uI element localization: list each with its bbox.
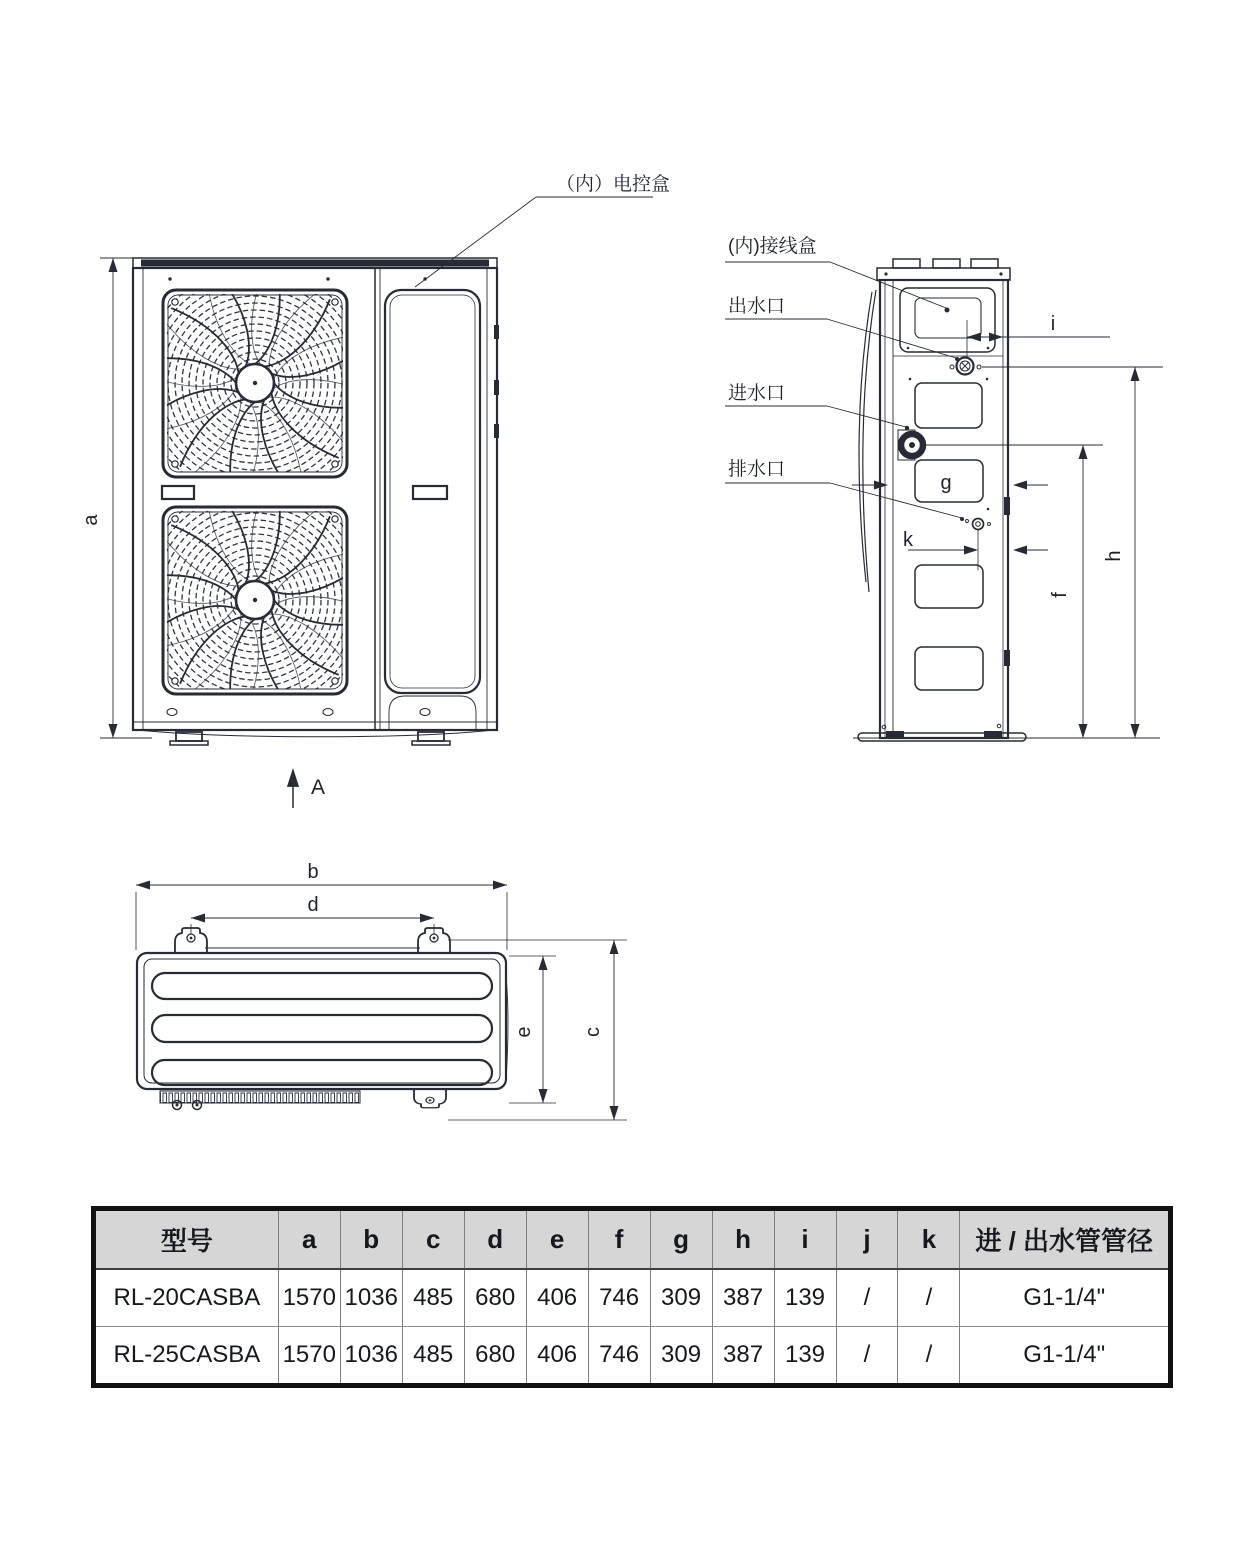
header-g: g — [650, 1211, 712, 1269]
top-cap — [141, 260, 489, 267]
top-slot-1 — [152, 973, 492, 999]
cell-model: RL-25CASBA — [96, 1327, 278, 1384]
foot-right — [412, 732, 450, 745]
header-b: b — [340, 1211, 402, 1269]
cell-model: RL-20CASBA — [96, 1269, 278, 1327]
dim-e-label: e — [513, 1026, 535, 1038]
drain-outlet-callout: 排水口 — [728, 459, 786, 480]
top-slot-3 — [152, 1060, 492, 1085]
header-a: a — [278, 1211, 340, 1269]
side-view — [725, 235, 1163, 741]
header-k: k — [898, 1211, 960, 1269]
dim-d-label: d — [307, 894, 319, 916]
front-view — [80, 173, 670, 808]
water-outlet-port — [950, 358, 981, 375]
fan-grille-bottom — [140, 485, 370, 715]
dimension-spec-table — [96, 1211, 1168, 1383]
dim-k-label: k — [903, 529, 913, 551]
service-door — [385, 290, 480, 693]
water-inlet-port — [898, 430, 923, 460]
dim-b-label: b — [307, 861, 319, 883]
header-h: h — [712, 1211, 774, 1269]
junction-box-callout: (内)接线盒 — [728, 236, 817, 257]
header-pipe-size: 进 / 出水管管径 — [960, 1211, 1168, 1269]
header-model: 型号 — [96, 1211, 278, 1269]
cell-pipe-size: G1-1/4" — [960, 1327, 1168, 1384]
header-f: f — [588, 1211, 650, 1269]
mounting-bracket-bottom — [414, 1089, 446, 1108]
header-e: e — [526, 1211, 588, 1269]
spec-table-wrap — [91, 1206, 1173, 1388]
table-header-row — [96, 1211, 1168, 1269]
dim-c-label: c — [582, 1027, 604, 1037]
dim-h-label: h — [1103, 550, 1125, 562]
dim-a-label: a — [80, 514, 102, 526]
handle-left — [162, 486, 194, 499]
header-i: i — [774, 1211, 836, 1269]
control-box-callout: （内）电控盒 — [556, 174, 671, 195]
drain-port — [966, 519, 991, 530]
dim-f-label: f — [1049, 592, 1071, 598]
handle-right — [413, 486, 447, 499]
top-view — [136, 861, 627, 1120]
water-outlet-callout: 出水口 — [728, 296, 786, 317]
dim-g-label: g — [940, 472, 952, 494]
top-slot-2 — [152, 1015, 492, 1042]
heat-exchanger-fins — [160, 1091, 360, 1103]
fan-grille-top — [140, 268, 370, 498]
header-d: d — [464, 1211, 526, 1269]
table-row: RL-20CASBA 1570 1036 485 680 406 746 309 387 139 / / G1-1/4" — [96, 1269, 1168, 1327]
dim-i-label: i — [1050, 313, 1056, 335]
header-j: j — [836, 1211, 898, 1269]
cell-pipe-size: G1-1/4" — [960, 1269, 1168, 1327]
table-row: RL-25CASBA 1570 1036 485 680 406 746 309 387 139 / / G1-1/4" — [96, 1327, 1168, 1384]
water-inlet-callout: 进水口 — [728, 383, 786, 404]
header-c: c — [402, 1211, 464, 1269]
view-a-label: A — [311, 776, 326, 799]
